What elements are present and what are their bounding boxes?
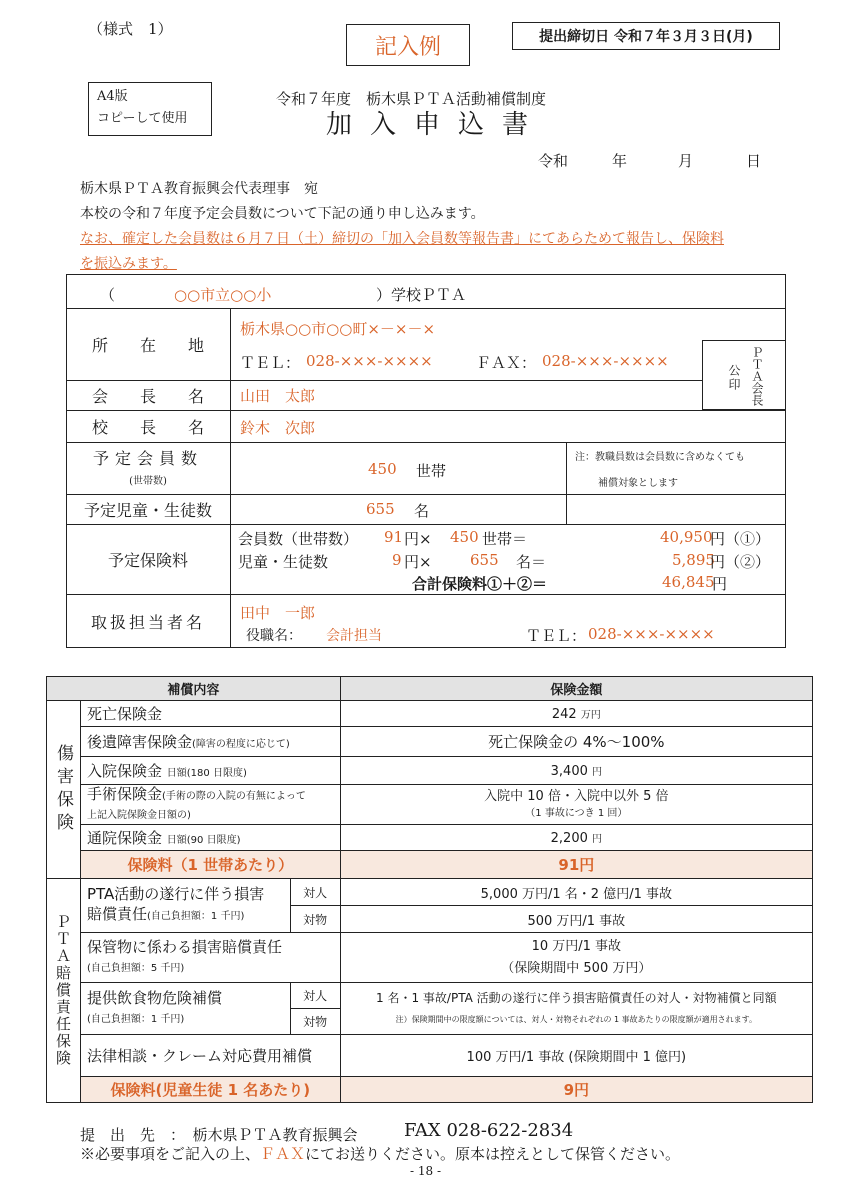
coverage-name-2: 賠償責任	[86, 905, 147, 923]
premium-row1-tag: 円（①）	[710, 530, 771, 548]
premium-row1-count: 450	[450, 528, 479, 546]
premium-row2-amount: 5,895	[672, 551, 715, 569]
amount-line-1: 入院中 10 倍・入院中以外 5 倍	[484, 788, 669, 804]
premium-student-label: 保険料(児童生徒 1 名あたり)	[80, 1077, 340, 1103]
seal-right-label: ＰＴＡ会長	[750, 346, 764, 406]
coverage-item	[80, 879, 290, 933]
premium-label: 予定保険料	[107, 550, 188, 570]
premium-row-student	[47, 1077, 813, 1103]
premium-total-unit: 円	[712, 575, 728, 593]
date-era: 令和	[538, 152, 569, 170]
food-person-label: 対人	[290, 983, 340, 1009]
coverage-note: (手術の際の入院の有無によって	[162, 790, 306, 802]
date-line	[538, 150, 762, 170]
premium-row2-rate-unit: 円×	[404, 553, 432, 571]
page-title: 加入申込書	[326, 110, 547, 140]
deadline-box: 提出締切日 令和７年３月３日(月)	[512, 22, 780, 50]
address-fax: 028-×××-××××	[542, 352, 669, 370]
addressee: 栃木県ＰＴＡ教育振興会代表理事 宛	[80, 181, 318, 197]
food-property-label: 対物	[290, 1009, 340, 1035]
students-unit: 名	[414, 502, 430, 520]
footer-note-a: ※必要事項をご記入の上、	[80, 1145, 261, 1163]
premium-row1-rate: 91	[384, 528, 404, 546]
coverage-note: (自己負担額：5 千円)	[86, 962, 185, 974]
seal-left-label: 公印	[727, 364, 741, 392]
coverage-name: 死亡保険金	[86, 705, 162, 723]
premium-row-household	[47, 851, 813, 879]
address-tel: 028-×××-××××	[306, 352, 433, 370]
table-row	[47, 879, 813, 906]
paper-note-line: コピーして使用	[97, 111, 188, 126]
table-row	[47, 825, 813, 851]
notice-line-1: なお、確定した会員数は６月７日（土）締切の「加入会員数等報告書」にてあらためて報告し、保険料	[80, 231, 724, 247]
table-row	[47, 933, 813, 983]
handler-tel: 028-×××-××××	[588, 625, 715, 643]
principal-label: 校 長 名	[91, 417, 204, 437]
pta-group-label: ＰＴＡ賠償責任保険	[47, 879, 81, 1103]
coverage-item	[80, 825, 340, 851]
coverage-item	[80, 785, 340, 825]
school-open: （	[100, 286, 116, 304]
amount-unit: 万円	[580, 709, 601, 721]
coverage-name: 通院保険金	[86, 829, 162, 847]
coverage-table	[46, 676, 813, 1103]
date-month: 月	[678, 152, 694, 170]
coverage-name: 手術保険金	[86, 784, 162, 803]
premium-total-label: 合計保険料①＋②＝	[412, 575, 548, 593]
amount-line-2: （保険期間中 500 万円）	[501, 960, 652, 976]
amount-value: 242	[551, 706, 577, 722]
students-count: 655	[366, 500, 395, 518]
header-coverage: 補償内容	[47, 677, 341, 701]
footer-note-fax: ＦＡＸ	[260, 1145, 306, 1163]
paper-note	[88, 82, 212, 136]
premium-row2-label: 児童・生徒数	[238, 553, 329, 571]
amount-line-2: 注）保険期間中の限度額については、対人・対物それぞれの 1 事故あたりの限度額が適用されます。	[395, 1014, 758, 1024]
handler-role-label: 役職名：	[246, 628, 302, 644]
amount-value: 3,400	[550, 763, 588, 779]
coverage-note: 日額(90 日限度)	[166, 835, 241, 846]
seal-box	[702, 340, 786, 410]
table-row	[47, 1035, 813, 1077]
page-number: - 18 -	[410, 1164, 442, 1178]
premium-household-label: 保険料（1 世帯あたり）	[80, 851, 340, 879]
chair-label: 会 長 名	[91, 386, 204, 406]
liability-person-amount: 5,000 万円/1 名・2 億円/1 事故	[340, 879, 812, 906]
date-year: 年	[612, 152, 628, 170]
school-suffix: ）学校ＰＴＡ	[376, 286, 467, 304]
principal-name: 鈴木 次郎	[240, 419, 316, 437]
premium-household-value: 91円	[340, 851, 812, 879]
handler-role: 会計担当	[326, 628, 382, 644]
amount-unit: 円	[592, 766, 602, 778]
submit-fax: FAX 028-622-2834	[404, 1120, 574, 1141]
chair-name: 山田 太郎	[240, 387, 316, 405]
premium-row1-count-unit: 世帯＝	[482, 530, 528, 548]
liability-property-amount: 500 万円/1 事故	[340, 906, 812, 933]
table-header-row	[47, 677, 813, 701]
header-amount: 保険金額	[340, 677, 812, 701]
handler-name: 田中 一郎	[240, 604, 316, 622]
amount-unit: 円	[592, 833, 602, 845]
coverage-amount	[340, 825, 812, 851]
footer-note	[80, 1143, 680, 1164]
address-value: 栃木県○○市○○町×－×－×	[240, 320, 436, 338]
table-row	[47, 983, 813, 1009]
coverage-amount	[340, 983, 812, 1035]
members-label: 予定会員数	[92, 448, 203, 468]
premium-row2-count: 655	[470, 551, 499, 569]
coverage-amount	[340, 701, 812, 727]
coverage-amount: 100 万円/1 事故 (保険期間中 1 億円)	[340, 1035, 812, 1077]
coverage-note: (障害の程度に応じて)	[192, 739, 290, 750]
table-row	[47, 757, 813, 785]
premium-student-value: 9円	[340, 1077, 812, 1103]
coverage-name: 提供飲食物危険補償	[86, 988, 222, 1007]
coverage-amount	[340, 785, 812, 825]
handler-tel-label: ＴＥＬ：	[526, 627, 587, 645]
coverage-item	[80, 983, 290, 1035]
coverage-note: 日額(180 日限度)	[166, 768, 247, 779]
premium-row2-rate: 9	[392, 551, 402, 569]
coverage-item: 法律相談・クレーム対応費用補償	[80, 1035, 340, 1077]
footer-note-b: にてお送りください。原本は控えとして保管ください。	[305, 1145, 681, 1163]
form-number: （様式 1）	[88, 20, 173, 38]
coverage-name: 入院保険金	[86, 762, 162, 780]
premium-row1-rate-unit: 円×	[404, 530, 432, 548]
liability-person-label: 対人	[290, 879, 340, 906]
premium-total: 46,845	[662, 573, 715, 591]
submit-to: 提 出 先 ： 栃木県ＰＴＡ教育振興会	[80, 1126, 358, 1144]
coverage-name: PTA活動の遂行に伴う損害	[86, 885, 265, 903]
members-note-2: 補償対象とします	[598, 478, 678, 489]
paper-note-line: A4版	[97, 89, 128, 104]
premium-row2-count-unit: 名＝	[516, 553, 547, 571]
title-sub: 令和７年度 栃木県ＰＴＡ活動補償制度	[276, 90, 547, 108]
table-row	[47, 701, 813, 727]
date-day: 日	[746, 152, 762, 170]
coverage-item	[80, 757, 340, 785]
coverage-item	[80, 727, 340, 757]
coverage-amount: 死亡保険金の 4%～100%	[340, 727, 812, 757]
members-count: 450	[368, 460, 397, 478]
coverage-amount	[340, 757, 812, 785]
members-sublabel: (世帯数)	[129, 475, 167, 487]
notice-line-2: を振込みます。	[80, 256, 177, 272]
coverage-name: 後遺障害保険金	[86, 733, 192, 751]
coverage-item	[80, 933, 340, 983]
coverage-note: (自己負担額：1 千円)	[147, 911, 245, 922]
address-label: 所 在 地	[91, 335, 204, 355]
members-unit: 世帯	[416, 462, 447, 480]
example-stamp: 記入例	[346, 24, 470, 66]
amount-line-1: 1 名・1 事故/PTA 活動の遂行に伴う損害賠償責任の対人・対物補償と同額	[376, 990, 777, 1005]
handler-label: 取扱担当者名	[90, 612, 205, 632]
premium-row2-tag: 円（②）	[710, 553, 771, 571]
table-row	[47, 785, 813, 825]
coverage-item	[80, 701, 340, 727]
liability-property-label: 対物	[290, 906, 340, 933]
premium-row1-label: 会員数（世帯数）	[238, 530, 359, 548]
coverage-note: (自己負担額：1 千円)	[86, 1013, 185, 1025]
table-row	[47, 727, 813, 757]
members-note-1: 注：教職員数は会員数に含めなくても	[575, 452, 745, 463]
premium-row1-amount: 40,950	[660, 528, 713, 546]
students-label: 予定児童・生徒数	[83, 500, 212, 520]
coverage-amount	[340, 933, 812, 983]
address-tel-label: ＴＥＬ：	[240, 354, 301, 372]
school-name: ○○市立○○小	[174, 286, 272, 304]
coverage-name: 保管物に係わる損害賠償責任	[86, 937, 282, 956]
injury-group-label: 傷害保険	[47, 701, 81, 879]
intro-text: 本校の令和７年度予定会員数について下記の通り申し込みます。	[80, 206, 485, 222]
amount-value: 2,200	[550, 830, 588, 846]
amount-line-1: 10 万円/1 事故	[531, 938, 622, 954]
address-fax-label: ＦＡＸ：	[476, 354, 537, 372]
amount-line-2: （1 事故につき 1 回）	[525, 807, 628, 819]
coverage-note-2: 上記入院保険金日額の)	[86, 809, 191, 821]
